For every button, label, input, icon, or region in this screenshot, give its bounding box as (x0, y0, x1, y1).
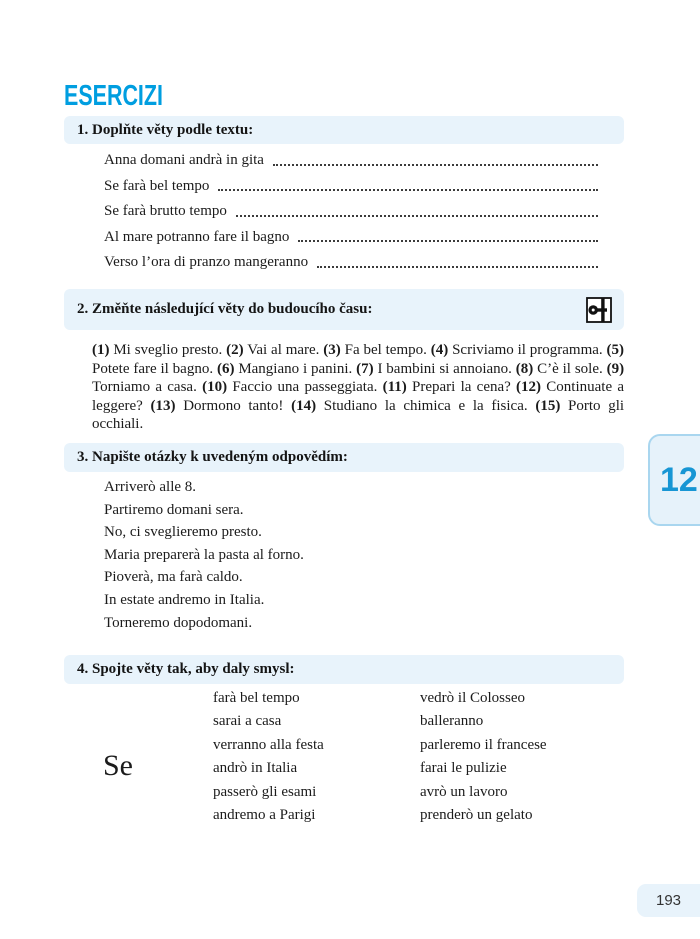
exercise-3-line: Arriverò alle 8. (104, 479, 197, 495)
exercise-4-lead-word: Se (103, 749, 133, 782)
match-item: avrò un lavoro (420, 783, 508, 800)
sentence (431, 342, 603, 358)
exercise-4-column-1 (213, 687, 324, 827)
sentence-number: (9) (606, 360, 625, 377)
match-item: farai le pulizie (420, 760, 507, 777)
exercise-3-line: No, ci sveglieremo presto. (104, 524, 262, 541)
dotted-answer-line (273, 164, 598, 166)
sentence-number: (13) (150, 397, 176, 414)
exercise-4-heading: 4. Spojte věty tak, aby daly smysl: (77, 661, 295, 677)
exercise-1-line (104, 174, 598, 200)
exercise-1-line (104, 250, 598, 276)
sentence-number: (14) (291, 397, 317, 414)
sentence-number: (8) (515, 360, 534, 377)
sentence (516, 361, 603, 377)
match-item: farà bel tempo (213, 690, 300, 706)
exercise-4-column-2 (420, 687, 547, 827)
exercise-2-sentences (92, 341, 624, 434)
exercise-3-lines (104, 476, 304, 634)
sentence (291, 398, 528, 414)
sentence-number: (6) (216, 360, 235, 377)
sentence (323, 342, 427, 358)
exercise-2-header (64, 289, 624, 330)
sentence-number: (11) (382, 379, 407, 396)
dotted-answer-line (298, 240, 598, 242)
sentence-text: Scriviamo il programma. (452, 342, 603, 358)
sentence (356, 361, 512, 377)
match-item: verranno alla festa (213, 736, 324, 753)
line-text: Se farà brutto tempo (104, 203, 227, 219)
exercise-4-header (64, 655, 624, 684)
dotted-answer-line (317, 266, 598, 268)
sentence-text: Vai al mare. (247, 342, 320, 358)
sentence-number: (7) (356, 360, 374, 377)
line-text: Verso l’ora di pranzo mangeranno (104, 254, 309, 270)
sentence (383, 379, 511, 395)
sentence-text: Continuate a leggere? (92, 379, 625, 414)
sentence-text: Porto gli occhiali. (92, 397, 625, 433)
sentence-number: (3) (323, 342, 341, 358)
exercise-1-line (104, 225, 598, 251)
dotted-answer-line (236, 215, 598, 217)
sentence-text: Studiano la chimica e la fisica. (323, 397, 528, 414)
sentence-text: Fa bel tempo. (344, 342, 427, 358)
match-item: prenderò un gelato (420, 807, 533, 824)
exercise-1-lines (104, 148, 598, 276)
sentence (226, 342, 319, 358)
match-item: sarai a casa (213, 713, 282, 730)
answer-key-icon (586, 297, 612, 323)
sentence-number: (4) (430, 342, 449, 358)
sentence (217, 361, 352, 377)
sentence-number: (1) (92, 342, 110, 358)
match-item: passerò gli esami (213, 783, 317, 800)
sentence-number: (10) (202, 379, 228, 396)
exercise-3-line: In estate andremo in Italia. (104, 591, 265, 608)
line-text: Anna domani andrà in gita (104, 152, 264, 168)
chapter-number: 12 (660, 460, 698, 499)
sentence-number: (15) (535, 397, 561, 414)
sentence-text: Dormono tanto! (183, 397, 284, 414)
exercise-3-line: Pioverà, ma farà caldo. (104, 569, 243, 586)
exercise-3-heading: 3. Napište otázky k uvedeným odpovědím: (77, 449, 348, 465)
sentence (202, 379, 377, 395)
match-item: parleremo il francese (420, 736, 547, 753)
sentence-number: (5) (606, 342, 624, 358)
exercise-1-line (104, 199, 598, 225)
dotted-answer-line (218, 189, 598, 191)
sentence (92, 342, 222, 358)
sentence (151, 398, 284, 414)
sentence-text: I bambini si annoiano. (377, 360, 512, 377)
match-item: andremo a Parigi (213, 807, 316, 824)
sentence-text: Potete fare il bagno. (92, 360, 214, 377)
sentence-number: (2) (226, 342, 244, 358)
sentence-text: Torniamo a casa. (92, 379, 197, 396)
exercise-3-line: Maria preparerà la pasta al forno. (104, 546, 304, 563)
page-number-box (637, 884, 700, 917)
chapter-tab (648, 434, 700, 526)
page-number: 193 (656, 892, 682, 909)
match-item: andrò in Italia (213, 760, 298, 777)
sentence-text: C’è il sole. (537, 360, 603, 377)
match-item: vedrò il Colosseo (420, 690, 525, 706)
sentence-text: Mangiano i panini. (238, 360, 353, 377)
sentence-text: Mi sveglio presto. (113, 342, 223, 358)
line-text: Al mare potranno fare il bagno (104, 228, 290, 245)
exercise-3-header (64, 443, 624, 472)
exercise-3-line: Partiremo domani sera. (104, 501, 244, 518)
exercise-2-heading: 2. Změňte následující věty do budoucího času: (77, 301, 373, 317)
exercise-1-line (104, 148, 598, 174)
page-title: ESERCIZI (64, 80, 163, 112)
exercise-3-line: Torneremo dopodomani. (104, 614, 253, 631)
exercise-1-header (64, 116, 624, 144)
sentence-number: (12) (516, 379, 542, 396)
sentence-text: Faccio una passeggiata. (232, 379, 378, 396)
match-item: balleranno (420, 713, 484, 730)
sentence-text: Prepari la cena? (412, 379, 511, 396)
line-text: Se farà bel tempo (104, 177, 210, 194)
exercise-1-heading: 1. Doplňte věty podle textu: (77, 121, 254, 138)
